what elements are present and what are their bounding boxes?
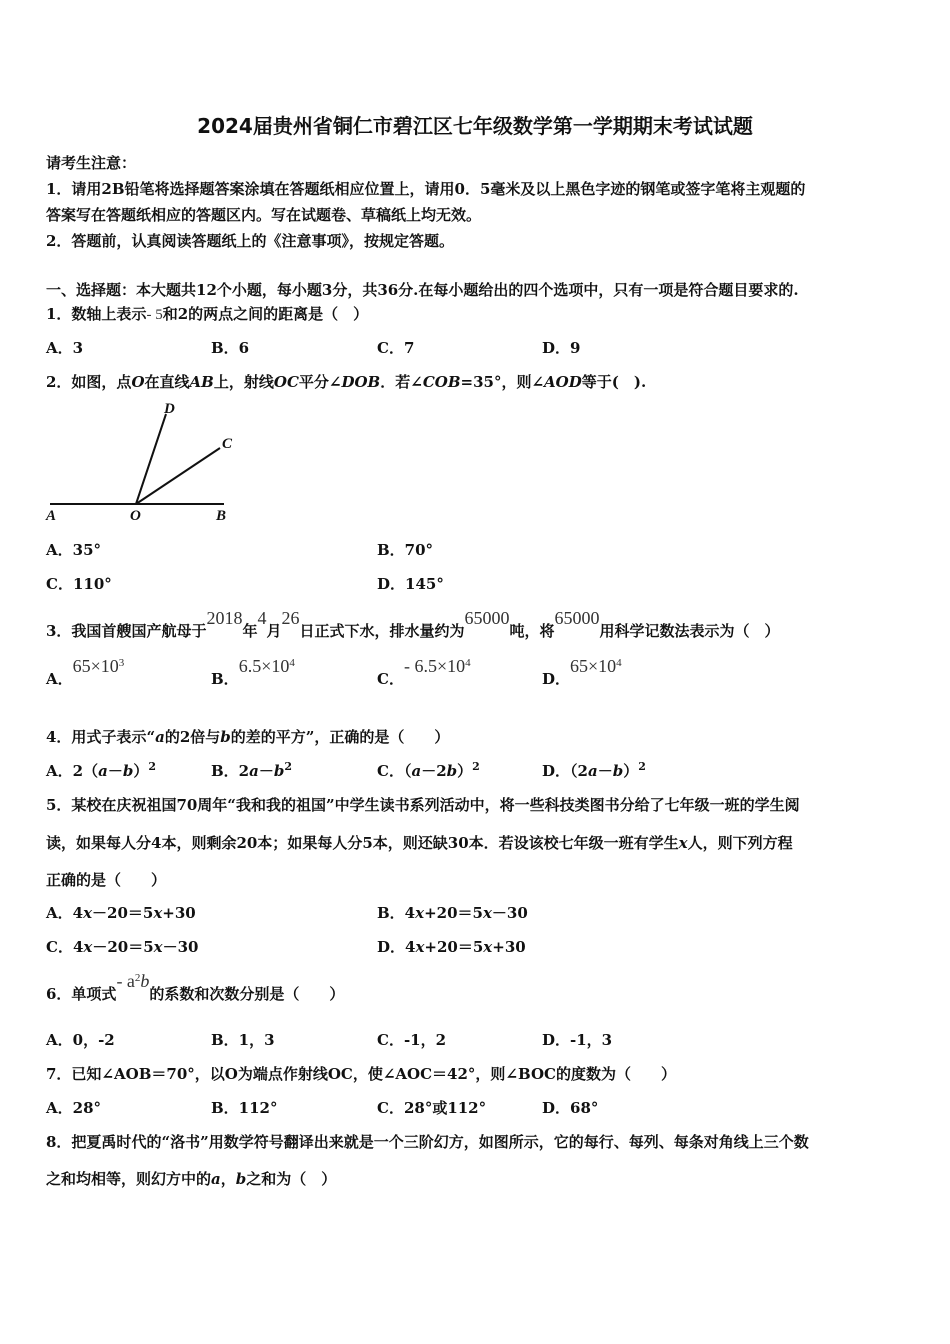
q3-t6: 用科学记数法表示为（ ） (599, 622, 780, 640)
q2-t7: 平分∠ (298, 373, 342, 391)
q2-t8: DOB (341, 373, 381, 391)
q2-option-c[interactable]: C．110° (46, 575, 112, 593)
q4-a-mid: － (107, 762, 123, 780)
q5-option-a[interactable] (46, 902, 196, 923)
question-5-line-1: 5．某校在庆祝祖国70周年“我和我的祖国”中学生读书系列活动中，将一些科技类图书分给了七年级一班的学生阅 (46, 796, 800, 814)
section-heading: 一、选择题：本大题共12个小题，每小题3分，共36分.在每小题给出的四个选项中，只有一项是符合题目要求的. (46, 281, 799, 299)
angle-figure (44, 398, 244, 528)
q3-day: 26 (281, 608, 300, 628)
q3-d-exp: 4 (616, 657, 622, 669)
q6-option-d[interactable]: D．-1，3 (542, 1031, 613, 1049)
q6-t2: 的系数和次数分别是（ ） (149, 985, 345, 1003)
q6-option-c[interactable]: C．-1，2 (377, 1031, 447, 1049)
q4-d-pre: D．（2 (542, 762, 588, 780)
q7-option-c[interactable]: C．28°或112° (377, 1099, 487, 1117)
q1-option-d[interactable]: D．9 (542, 339, 581, 357)
question-7: 7．已知∠AOB＝70°，以O为端点作射线OC，使∠AOC＝42°，则∠BOC的度数为（ ） (46, 1065, 676, 1083)
q5-option-b[interactable] (377, 902, 528, 923)
q5-b-mid: +20＝5 (424, 904, 483, 922)
q6-option-a[interactable]: A．0，-2 (46, 1031, 115, 1049)
q4-c-mid: －2 (421, 762, 447, 780)
q5-option-c[interactable] (46, 936, 198, 957)
q6-math-sup: 2 (134, 972, 141, 984)
q1-text-post: 和2的两点之间的距离是（ ） (162, 305, 369, 323)
q4-b: b (220, 728, 231, 746)
q4-t1: 4．用式子表示“ (46, 728, 156, 746)
q2-t4: AB (189, 373, 214, 391)
q4-option-a[interactable] (46, 760, 156, 781)
q8-a: a (211, 1170, 221, 1188)
notice-item-1a: 1．请用2B铅笔将选择题答案涂填在答题纸相应位置上，请用0．5毫米及以上黑色字迹的钢笔或签字笔将主观题的 (46, 180, 806, 198)
q5-a-label: A．4 (46, 904, 84, 922)
q5-b-label: B．4 (377, 904, 416, 922)
q5-b-x1: x (415, 904, 425, 922)
notice-heading: 请考生注意： (46, 154, 137, 172)
q8-b: b (235, 1170, 247, 1188)
question-8-line-1: 8．把夏禹时代的“洛书”用数学符号翻译出来就是一个三阶幻方，如图所示，它的每行、每列、每条对角线上三个数 (46, 1133, 809, 1151)
q3-t3: 月 (266, 622, 282, 640)
question-5-line-3: 正确的是（ ） (46, 871, 167, 889)
q3-d-base: 65×10 (570, 656, 617, 676)
q3-month: 4 (257, 608, 267, 628)
q4-b-var-b: b (273, 762, 285, 780)
q3-t5: 吨，将 (509, 622, 555, 640)
label-a: A (46, 508, 57, 524)
q1-math: - 5 (146, 307, 163, 323)
q2-t12: AOD (544, 373, 582, 391)
question-3 (46, 608, 780, 641)
q2-t10: COB (422, 373, 461, 391)
q4-a-sup: 2 (148, 760, 156, 773)
q2-t2: O (131, 373, 145, 391)
q3-c-base: - 6.5×10 (403, 656, 466, 676)
question-2 (46, 371, 646, 392)
q4-d-var-a: a (587, 762, 598, 780)
q3-a-base: 65×10 (72, 656, 119, 676)
ray-oc (136, 448, 220, 504)
q5-c-x1: x (83, 938, 93, 956)
q5-option-d[interactable] (377, 936, 526, 957)
q3-b-exp: 4 (289, 657, 295, 669)
q3-c-exp: 4 (465, 657, 471, 669)
q1-option-a[interactable]: A．3 (46, 339, 84, 357)
q5-t2: 人，则下列方程 (687, 834, 793, 852)
q3-a-label: A． (46, 670, 73, 688)
q7-option-d[interactable]: D．68° (542, 1099, 599, 1117)
q4-a: a (155, 728, 165, 746)
q5-a-post: +30 (162, 904, 196, 922)
q3-d-label: D． (542, 670, 571, 688)
q4-c-sup: 2 (472, 760, 480, 773)
q7-option-b[interactable]: B．112° (211, 1099, 278, 1117)
q3-b-base: 6.5×10 (238, 656, 290, 676)
q3-num2: 65000 (554, 608, 600, 628)
q2-t5: 上，射线 (213, 373, 274, 391)
q3-year: 2018 (206, 608, 243, 628)
q4-d-post: ） (623, 762, 639, 780)
q4-option-d[interactable] (542, 760, 646, 781)
q5-d-label: D．4 (377, 938, 416, 956)
q3-b-label: B． (211, 670, 239, 688)
q3-t1: 3．我国首艘国产航母于 (46, 622, 207, 640)
q5-a-x1: x (83, 904, 93, 922)
q5-d-x1: x (415, 938, 425, 956)
q4-b-sup: 2 (284, 760, 293, 773)
q5-d-x2: x (483, 938, 493, 956)
q4-c-post: ） (457, 762, 473, 780)
label-d: D (164, 401, 175, 417)
q3-a-exp: 3 (118, 657, 125, 669)
q5-c-post: －30 (162, 938, 199, 956)
q2-t1: 2．如图，点 (46, 373, 132, 391)
q2-option-b[interactable]: B．70° (377, 541, 434, 559)
question-6 (46, 971, 345, 1004)
q5-b-post: －30 (491, 904, 528, 922)
q5-c-x2: x (153, 938, 163, 956)
question-4 (46, 726, 449, 747)
q2-t11: =35°，则∠ (460, 373, 545, 391)
q5-c-mid: －20＝5 (92, 938, 154, 956)
q8-t2: 之和为（ ） (246, 1170, 337, 1188)
notice-item-2: 2．答题前，认真阅读答题纸上的《注意事项》，按规定答题。 (46, 232, 454, 250)
question-8-line-2 (46, 1168, 336, 1189)
q2-t6: OC (273, 373, 299, 391)
q5-d-post: +30 (492, 938, 526, 956)
q6-math-a: - a (116, 971, 135, 991)
q4-t2: 的2倍与 (164, 728, 221, 746)
q8-sep: ， (220, 1170, 236, 1188)
q4-c-var-a: a (411, 762, 422, 780)
q5-a-mid: －20＝5 (92, 904, 154, 922)
q6-option-b[interactable]: B．1，3 (211, 1031, 275, 1049)
q4-b-pre: B．2 (211, 762, 250, 780)
q7-option-a[interactable]: A．28° (46, 1099, 102, 1117)
q1-option-b[interactable]: B．6 (211, 339, 250, 357)
question-1 (46, 303, 368, 324)
q1-option-c[interactable]: C．7 (377, 339, 415, 357)
q4-c-var-b: b (446, 762, 458, 780)
q5-t1: 读，如果每人分4本，则剩余20本；如果每人分5本，则还缺30本．若设该校七年级一班有学生 (46, 834, 679, 852)
question-5-line-2 (46, 832, 793, 853)
q5-c-label: C．4 (46, 938, 84, 956)
q3-t2: 年 (242, 622, 258, 640)
q4-d-var-b: b (612, 762, 624, 780)
q4-option-b[interactable] (211, 760, 292, 781)
q2-option-a[interactable]: A．35° (46, 541, 102, 559)
q4-d-mid: － (597, 762, 613, 780)
q4-a-pre: A．2（ (46, 762, 99, 780)
q5-b-x2: x (482, 904, 492, 922)
q4-option-c[interactable] (377, 760, 480, 781)
label-c: C (222, 436, 233, 452)
q4-b-var-a: a (249, 762, 259, 780)
label-b: B (216, 508, 227, 524)
q3-c-label: C． (377, 670, 404, 688)
notice-item-1b: 答案写在答题纸相应的答题区内。写在试题卷、草稿纸上均无效。 (46, 206, 482, 224)
q2-option-d[interactable]: D．145° (377, 575, 444, 593)
q5-a-x2: x (153, 904, 163, 922)
q1-text-pre: 1．数轴上表示 (46, 305, 147, 323)
q6-math-b: b (140, 971, 150, 991)
q4-a-post: ） (133, 762, 149, 780)
q5-x: x (678, 834, 688, 852)
q5-d-mid: +20＝5 (424, 938, 484, 956)
page-title: 2024届贵州省铜仁市碧江区七年级数学第一学期期末考试试题 (197, 114, 753, 138)
label-o: O (130, 508, 141, 524)
q6-t1: 6．单项式 (46, 985, 117, 1003)
q2-t3: 在直线 (144, 373, 190, 391)
q8-t1: 之和均相等，则幻方中的 (46, 1170, 212, 1188)
q4-t3: 的差的平方”，正确的是（ ） (230, 728, 450, 746)
q4-a-var-b: b (122, 762, 134, 780)
ray-od (136, 414, 166, 504)
q4-a-var-a: a (98, 762, 108, 780)
q4-c-pre: C．（ (377, 762, 412, 780)
q3-t4: 日正式下水，排水量约为 (299, 622, 465, 640)
q4-b-mid: － (258, 762, 274, 780)
q3-num1: 65000 (464, 608, 510, 628)
q2-t9: ．若∠ (380, 373, 423, 391)
q2-t13: 等于( ). (581, 373, 647, 391)
q4-d-sup: 2 (638, 760, 646, 773)
